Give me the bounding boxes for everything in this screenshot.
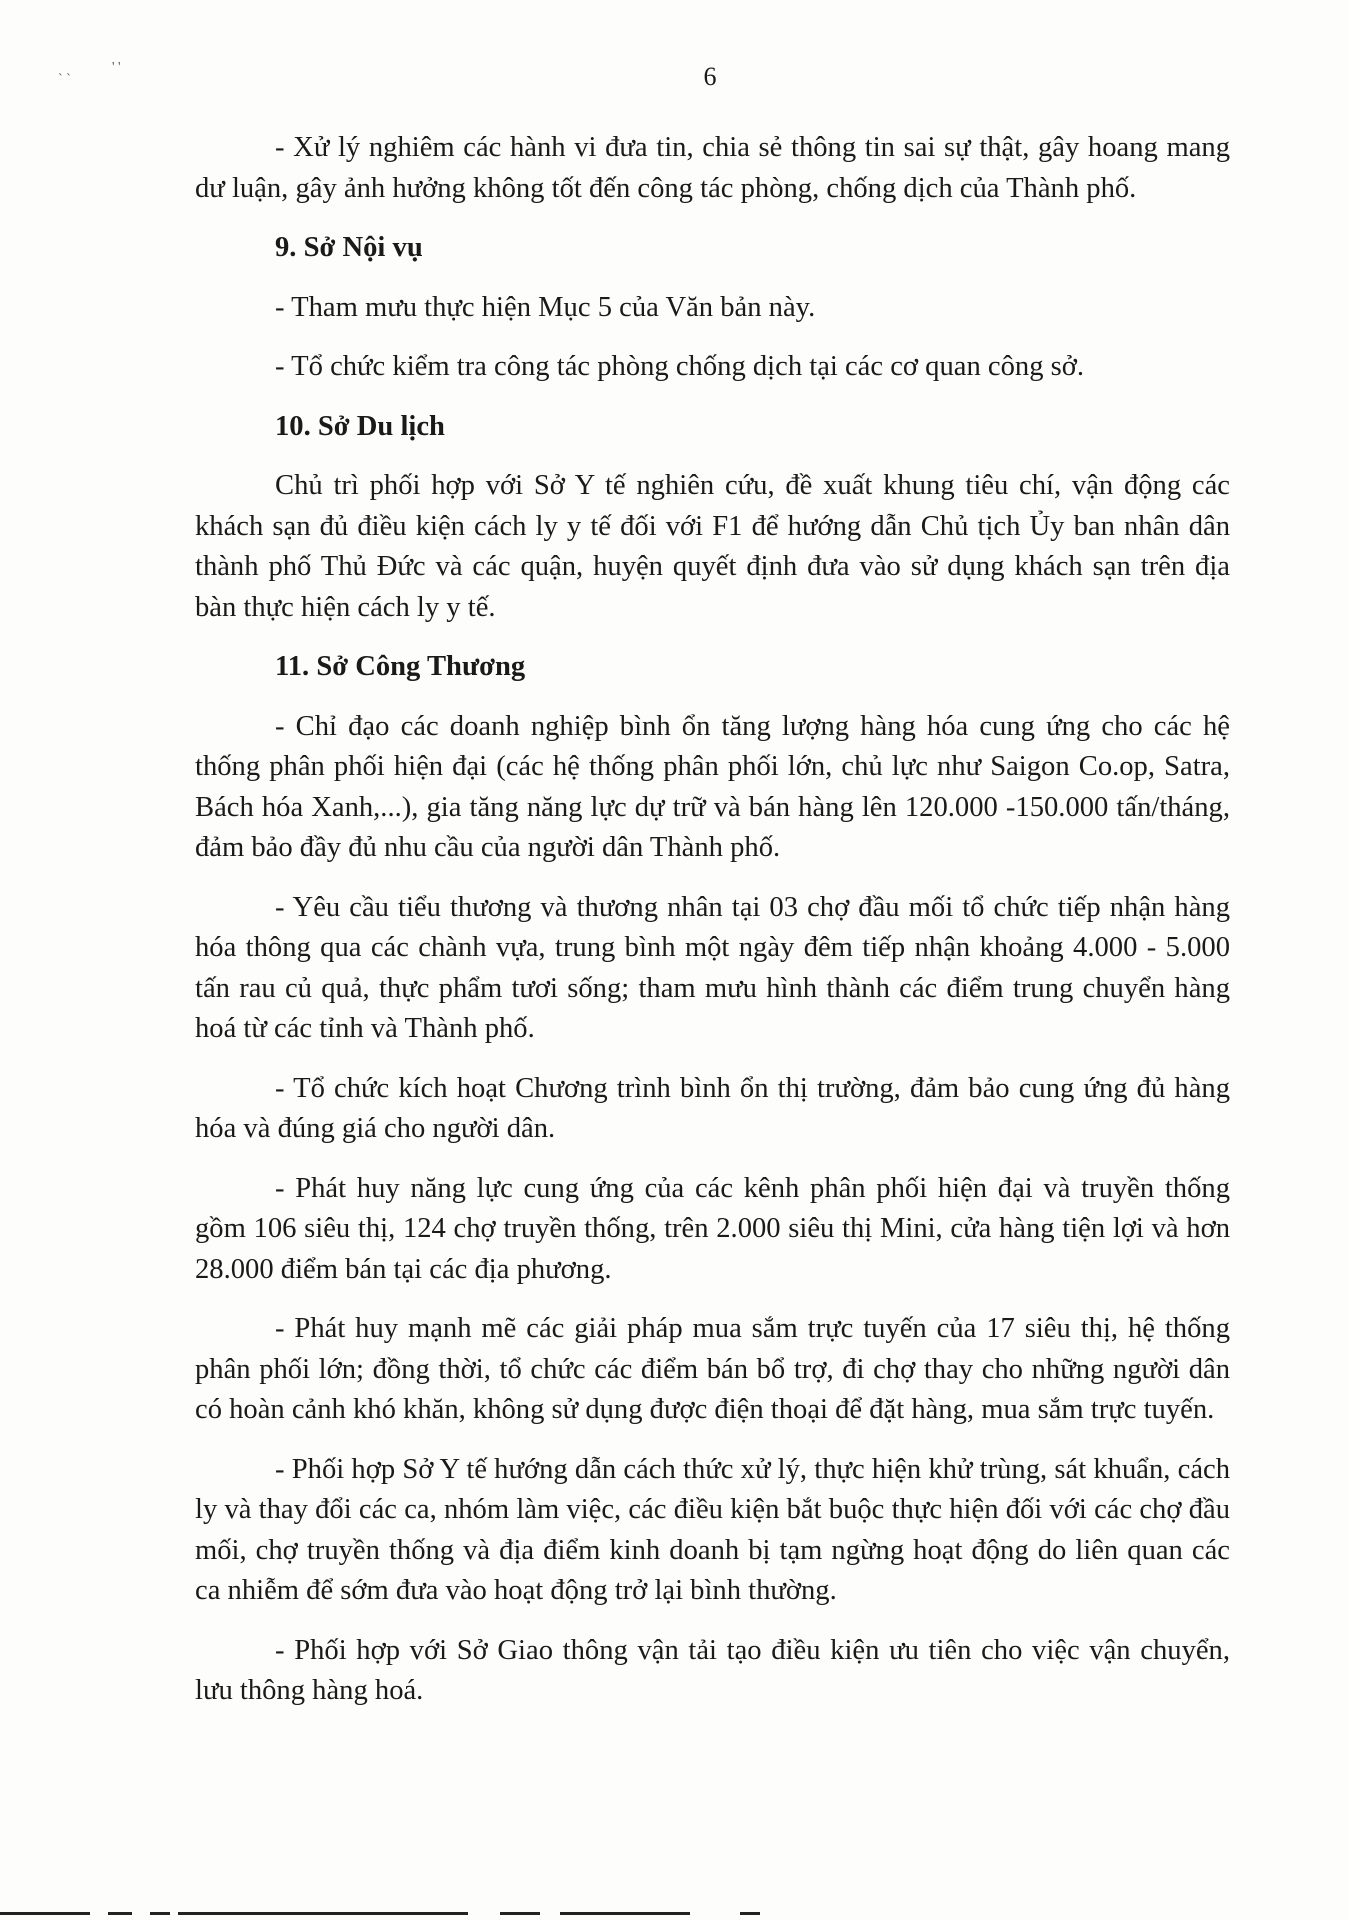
paragraph-transport: - Phối hợp với Sở Giao thông vận tải tạo điều kiện ưu tiên cho việc vận chuyển, lưu thông hàng hoá.: [195, 1634, 1230, 1706]
bottom-edge-rule: [0, 1908, 1349, 1920]
paragraph-price-stabilization: - Tổ chức kích hoạt Chương trình bình ổn thị trường, đảm bảo cung ứng đủ hàng hóa và đúng giá cho người dân.: [195, 1072, 1230, 1144]
page-number: 6: [703, 62, 717, 91]
document-body: [195, 128, 1230, 1731]
paragraph-online-shopping: - Phát huy mạnh mẽ các giải pháp mua sắm trực tuyến của 17 siêu thị, hệ thống phân phối lớn; đồng thời, tổ chức các điểm bán bổ trợ, đi chợ thay cho những người dân có hoàn cảnh khó khăn, không sử dụng được điện thoại để đặt hàng, mua sắm trực tuyến.: [195, 1313, 1230, 1425]
heading-industry-trade: 11. Sở Công Thương: [275, 651, 526, 682]
paragraph-hotel-quarantine: Chủ trì phối hợp với Sở Y tế nghiên cứu, đề xuất khung tiêu chí, vận động các khách sạn đủ điều kiện cách ly y tế đối với F1 để hướng dẫn Chủ tịch Ủy ban nhân dân thành phố Thủ Đức và các quận, huyện quyết định đưa vào sử dụng khách sạn trên địa bàn thực hiện cách ly y tế.: [195, 470, 1230, 623]
heading-tourism: 10. Sở Du lịch: [275, 410, 445, 442]
paragraph-inspect-offices: - Tổ chức kiểm tra công tác phòng chống dịch tại các cơ quan công sở.: [275, 351, 1085, 382]
scan-artifact-right: ' ': [112, 60, 121, 75]
heading-internal-affairs: 9. Sở Nội vụ: [275, 232, 423, 263]
paragraph-advise-section-5: - Tham mưu thực hiện Mục 5 của Văn bản này.: [275, 291, 816, 323]
paragraph-wholesale-markets: - Yêu cầu tiểu thương và thương nhân tại 03 chợ đầu mối tổ chức tiếp nhận hàng hóa thông qua các chành vựa, trung bình một ngày đêm tiếp nhận khoảng 4.000 - 5.000 tấn rau củ quả, thực phẩm tươi sống; tham mưu hình thành các điểm trung chuyển hàng hoá từ các tỉnh và Thành phố.: [195, 891, 1230, 1044]
paragraph-supply-increase: - Chỉ đạo các doanh nghiệp bình ổn tăng lượng hàng hóa cung ứng cho các hệ thống phân phối hiện đại (các hệ thống phân phối lớn, chủ lực như Saigon Co.op, Satra, Bách hóa Xanh,...), gia tăng năng lực dự trữ và bán hàng lên 120.000 -150.000 tấn/tháng, đảm bảo đầy đủ nhu cầu của người dân Thành phố.: [195, 710, 1230, 863]
paragraph-disinfection: - Phối hợp Sở Y tế hướng dẫn cách thức xử lý, thực hiện khử trùng, sát khuẩn, cách ly và thay đổi các ca, nhóm làm việc, các điều kiện bắt buộc thực hiện đối với các chợ đầu mối, chợ truyền thống và địa điểm kinh doanh bị tạm ngừng hoạt động do liên quan các ca nhiễm để sớm đưa vào hoạt động trở lại bình thường.: [195, 1453, 1230, 1606]
paragraph-misinformation: - Xử lý nghiêm các hành vi đưa tin, chia sẻ thông tin sai sự thật, gây hoang mang dư luận, gây ảnh hưởng không tốt đến công tác phòng, chống dịch của Thành phố.: [195, 132, 1230, 204]
paragraph-distribution-channels: - Phát huy năng lực cung ứng của các kênh phân phối hiện đại và truyền thống gồm 106 siêu thị, 124 chợ truyền thống, trên 2.000 siêu thị Mini, cửa hàng tiện lợi và hơn 28.000 điểm bán tại các địa phương.: [195, 1172, 1230, 1285]
scan-artifact-left: ` `: [58, 72, 71, 87]
